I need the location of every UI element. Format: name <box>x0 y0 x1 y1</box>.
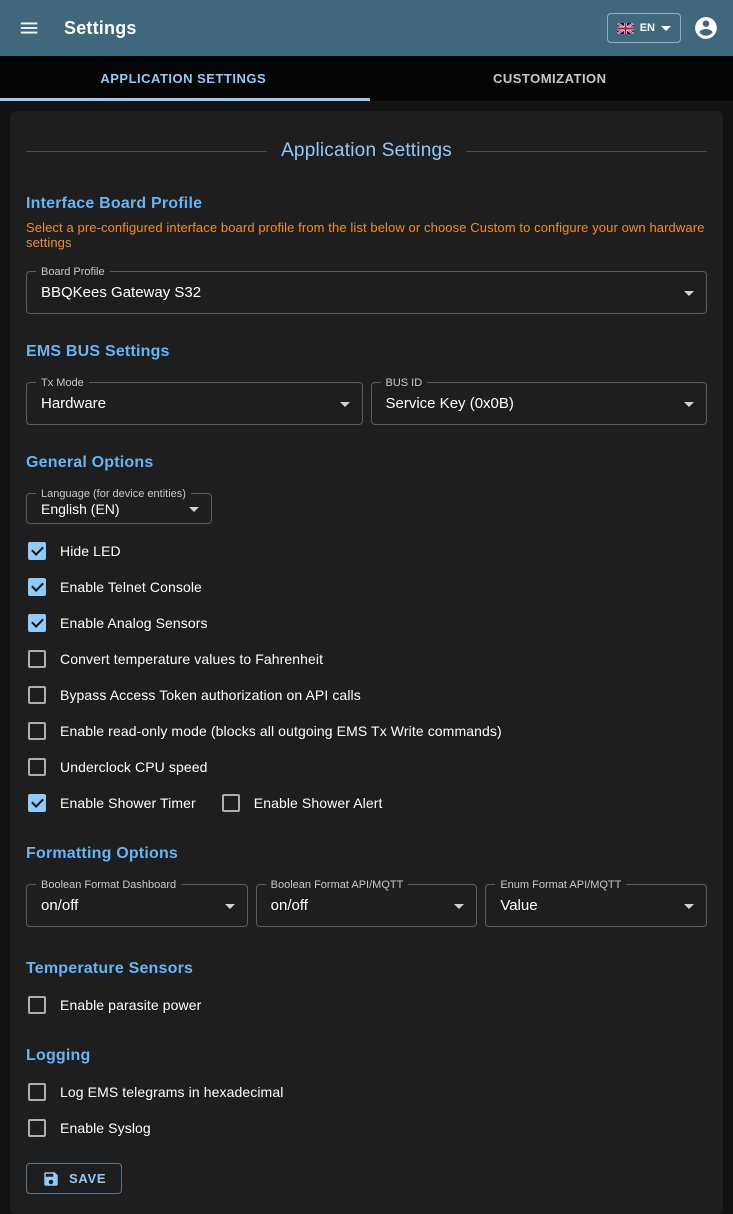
language-entities-value: English (EN) <box>41 501 120 517</box>
shower-options-row <box>26 785 707 821</box>
checkbox-label: Convert temperature values to Fahrenheit <box>60 651 323 667</box>
tab-application-settings[interactable]: APPLICATION SETTINGS <box>0 56 367 101</box>
board-profile-help-text: Select a pre-configured interface board profile from the list below or choose Custom to configure your own hardware settings <box>26 220 707 250</box>
chevron-down-icon <box>454 904 464 909</box>
checkbox-icon <box>28 722 46 740</box>
boolean-format-dashboard-value: on/off <box>41 897 78 914</box>
bus-id-value: Service Key (0x0B) <box>386 395 514 412</box>
tx-mode-value: Hardware <box>41 395 106 412</box>
checkbox-icon <box>28 614 46 632</box>
enum-format-api-select[interactable] <box>485 884 707 927</box>
language-entities-select[interactable] <box>26 493 212 524</box>
enum-format-api-value: Value <box>500 897 537 914</box>
checkbox-label: Log EMS telegrams in hexadecimal <box>60 1084 283 1100</box>
save-icon <box>42 1170 60 1188</box>
chevron-down-icon <box>661 26 671 31</box>
bus-id-select[interactable] <box>371 382 708 425</box>
checkbox-label: Enable read-only mode (blocks all outgoing EMS Tx Write commands) <box>60 723 502 739</box>
checkbox-icon <box>28 794 46 812</box>
board-profile-select[interactable] <box>26 271 707 314</box>
menu-button[interactable] <box>14 13 44 43</box>
boolean-format-dashboard-label: Boolean Format Dashboard <box>36 879 181 891</box>
checkbox-icon <box>28 686 46 704</box>
checkbox-label: Enable parasite power <box>60 997 201 1013</box>
checkbox-icon <box>28 542 46 560</box>
checkbox-icon <box>28 1083 46 1101</box>
section-temperature-sensors: Temperature Sensors <box>26 960 707 978</box>
checkbox-underclock-cpu[interactable] <box>26 749 707 785</box>
hamburger-icon <box>18 17 40 39</box>
board-profile-value: BBQKees Gateway S32 <box>41 284 201 301</box>
app-title: Settings <box>64 18 607 39</box>
checkbox-icon <box>28 1119 46 1137</box>
divider-line <box>26 151 267 152</box>
checkbox-bypass-access-token[interactable] <box>26 677 707 713</box>
checkbox-label: Enable Analog Sensors <box>60 615 208 631</box>
account-button[interactable] <box>693 15 719 41</box>
board-profile-label: Board Profile <box>36 266 110 278</box>
checkbox-label: Enable Shower Alert <box>254 795 383 811</box>
page-title-divider <box>26 140 707 162</box>
checkbox-enable-shower-alert[interactable] <box>220 794 383 812</box>
checkbox-enable-shower-timer[interactable] <box>26 794 196 812</box>
chevron-down-icon <box>189 507 199 512</box>
boolean-format-api-select[interactable] <box>256 884 478 927</box>
tab-customization[interactable]: CUSTOMIZATION <box>367 56 733 101</box>
app-bar <box>0 0 733 56</box>
section-formatting-options: Formatting Options <box>26 845 707 863</box>
tab-bar <box>0 56 733 101</box>
checkbox-label: Enable Telnet Console <box>60 579 202 595</box>
checkbox-read-only-mode[interactable] <box>26 713 707 749</box>
checkbox-enable-telnet-console[interactable] <box>26 569 707 605</box>
checkbox-hide-led[interactable] <box>26 533 707 569</box>
checkbox-label: Enable Shower Timer <box>60 795 196 811</box>
account-icon <box>693 15 719 41</box>
chevron-down-icon <box>225 904 235 909</box>
language-code: EN <box>640 22 655 34</box>
content-panel <box>10 111 723 1214</box>
checkbox-enable-syslog[interactable] <box>26 1110 707 1146</box>
chevron-down-icon <box>340 402 350 407</box>
checkbox-enable-analog-sensors[interactable] <box>26 605 707 641</box>
active-tab-indicator <box>0 98 370 101</box>
tx-mode-label: Tx Mode <box>36 377 89 389</box>
tx-mode-select[interactable] <box>26 382 363 425</box>
divider-line <box>466 151 707 152</box>
bus-id-label: BUS ID <box>381 377 428 389</box>
logging-checkboxes <box>26 1074 707 1146</box>
language-selector[interactable] <box>607 13 681 43</box>
chevron-down-icon <box>684 904 694 909</box>
save-button[interactable] <box>26 1163 122 1194</box>
checkbox-label: Hide LED <box>60 543 121 559</box>
enum-format-api-label: Enum Format API/MQTT <box>495 879 626 891</box>
checkbox-label: Enable Syslog <box>60 1120 151 1136</box>
checkbox-log-ems-hexadecimal[interactable] <box>26 1074 707 1110</box>
checkbox-icon <box>28 650 46 668</box>
section-logging: Logging <box>26 1047 707 1065</box>
chevron-down-icon <box>684 291 694 296</box>
checkbox-icon <box>28 758 46 776</box>
section-ems-bus-settings: EMS BUS Settings <box>26 343 707 361</box>
page-title: Application Settings <box>281 140 452 162</box>
boolean-format-dashboard-select[interactable] <box>26 884 248 927</box>
temperature-sensors-checkboxes <box>26 987 707 1023</box>
checkbox-enable-parasite-power[interactable] <box>26 987 707 1023</box>
uk-flag-icon <box>617 23 634 34</box>
boolean-format-api-value: on/off <box>271 897 308 914</box>
checkbox-label: Underclock CPU speed <box>60 759 208 775</box>
language-entities-label: Language (for device entities) <box>36 488 191 500</box>
section-interface-board-profile: Interface Board Profile <box>26 195 707 213</box>
section-general-options: General Options <box>26 454 707 472</box>
checkbox-fahrenheit[interactable] <box>26 641 707 677</box>
checkbox-icon <box>28 996 46 1014</box>
checkbox-icon <box>28 578 46 596</box>
checkbox-label: Bypass Access Token authorization on API calls <box>60 687 361 703</box>
boolean-format-api-label: Boolean Format API/MQTT <box>266 879 409 891</box>
general-options-checkboxes <box>26 533 707 821</box>
chevron-down-icon <box>684 402 694 407</box>
save-button-label: SAVE <box>69 1171 106 1186</box>
checkbox-icon <box>222 794 240 812</box>
